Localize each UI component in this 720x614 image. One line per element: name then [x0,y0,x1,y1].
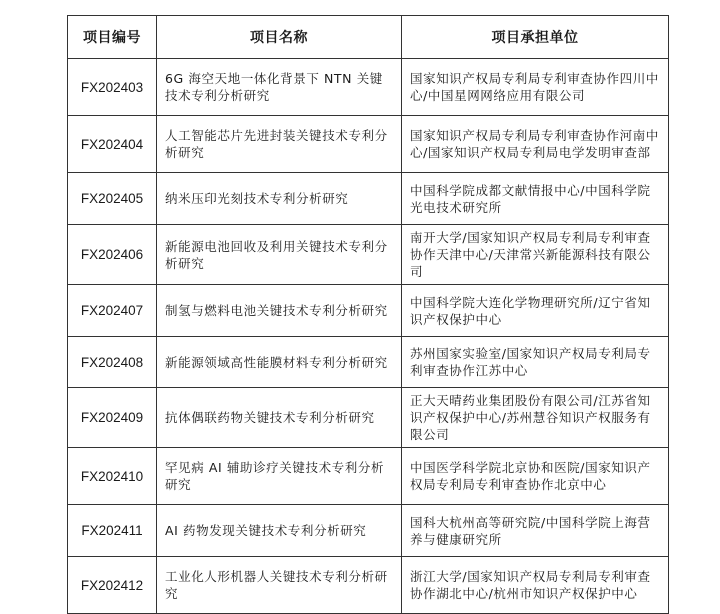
project-code-cell: FX202407 [68,285,157,337]
table-row [68,116,669,173]
project-table [67,15,669,614]
project-code-cell: FX202408 [68,337,157,388]
project-unit-cell: 中国医学科学院北京协和医院/国家知识产权局专利局专利审查协作北京中心 [402,448,669,505]
project-unit-cell: 正大天晴药业集团股份有限公司/江苏省知识产权保护中心/苏州慧谷知识产权服务有限公司 [402,388,669,448]
project-name-cell: 新能源电池回收及利用关键技术专利分析研究 [157,225,402,285]
table-row [68,557,669,614]
header-project-code: 项目编号 [68,16,157,59]
project-unit-cell: 国科大杭州高等研究院/中国科学院上海营养与健康研究所 [402,505,669,557]
project-name-cell: 纳米压印光刻技术专利分析研究 [157,173,402,225]
project-unit-cell: 南开大学/国家知识产权局专利局专利审查协作天津中心/天津常兴新能源科技有限公司 [402,225,669,285]
header-project-unit: 项目承担单位 [402,16,669,59]
project-unit-cell: 国家知识产权局专利局专利审查协作河南中心/国家知识产权局专利局电学发明审查部 [402,116,669,173]
project-name-cell: 人工智能芯片先进封装关键技术专利分析研究 [157,116,402,173]
project-unit-cell: 中国科学院大连化学物理研究所/辽宁省知识产权保护中心 [402,285,669,337]
project-code-cell: FX202404 [68,116,157,173]
table-row [68,173,669,225]
project-name-cell: 罕见病 AI 辅助诊疗关键技术专利分析研究 [157,448,402,505]
table-header-row [68,16,669,59]
project-unit-cell: 中国科学院成都文献情报中心/中国科学院光电技术研究所 [402,173,669,225]
project-code-cell: FX202403 [68,59,157,116]
project-unit-cell: 浙江大学/国家知识产权局专利局专利审查协作湖北中心/杭州市知识产权保护中心 [402,557,669,614]
project-unit-cell: 苏州国家实验室/国家知识产权局专利局专利审查协作江苏中心 [402,337,669,388]
table-row [68,285,669,337]
table-row [68,448,669,505]
project-code-cell: FX202406 [68,225,157,285]
table-row [68,388,669,448]
table-row [68,337,669,388]
project-code-cell: FX202405 [68,173,157,225]
table-row [68,59,669,116]
project-name-cell: 抗体偶联药物关键技术专利分析研究 [157,388,402,448]
project-name-cell: 6G 海空天地一体化背景下 NTN 关键技术专利分析研究 [157,59,402,116]
project-code-cell: FX202411 [68,505,157,557]
project-table-container [67,15,669,614]
header-project-name: 项目名称 [157,16,402,59]
project-code-cell: FX202409 [68,388,157,448]
table-row [68,225,669,285]
project-name-cell: 新能源领域高性能膜材料专利分析研究 [157,337,402,388]
project-code-cell: FX202412 [68,557,157,614]
project-name-cell: 制氢与燃料电池关键技术专利分析研究 [157,285,402,337]
table-row [68,505,669,557]
project-code-cell: FX202410 [68,448,157,505]
project-name-cell: AI 药物发现关键技术专利分析研究 [157,505,402,557]
project-name-cell: 工业化人形机器人关键技术专利分析研究 [157,557,402,614]
project-unit-cell: 国家知识产权局专利局专利审查协作四川中心/中国星网网络应用有限公司 [402,59,669,116]
